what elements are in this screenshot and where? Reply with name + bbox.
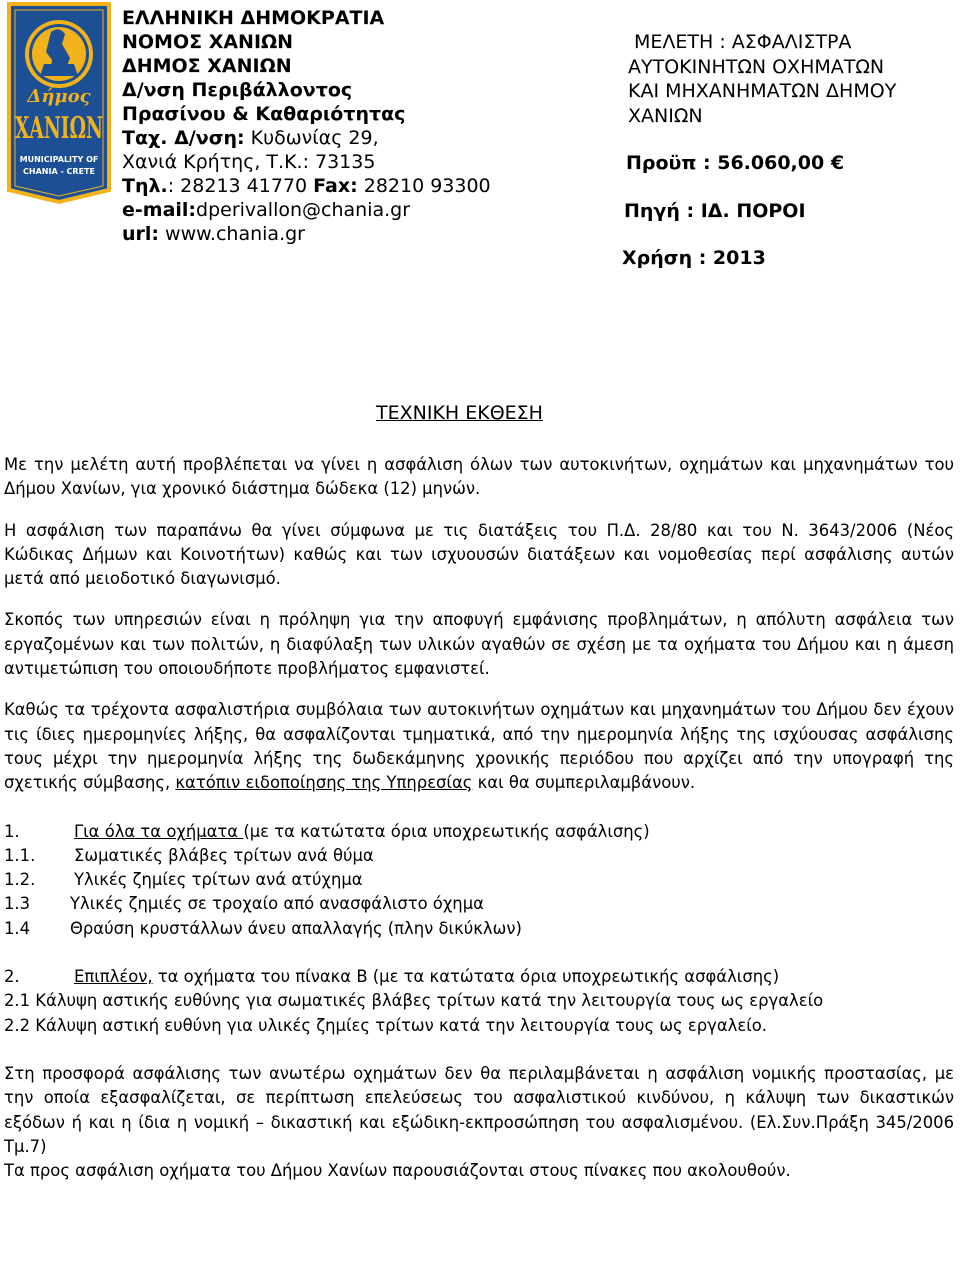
fiscal-year: Χρήση : 2013 [622,247,766,269]
url-link[interactable]: www.chania.gr [159,223,305,245]
postal-address [122,126,491,150]
funding-source: Πηγή : ΙΔ. ΠΟΡΟΙ [624,200,806,222]
list-item-num: 1.3 [4,894,31,914]
paragraph-purpose: Σκοπός των υπηρεσιών είναι η πρόληψη για την αποφυγή εμφάνισης προβλημάτων, η απόλυτη ασφάλεια των εργαζομένων και των πολιτών, η διαφύλαξη των υλικών αγαθών σε σχέση με τα οχήματα του Δήμου και η άμεση αντιμετώπιση του οποιουδήποτε προβλήματος εμφανιστεί. [4,610,954,679]
list2-num: 2. [4,967,20,987]
list-item-text: Θραύση κρυστάλλων άνευ απαλλαγής (πλην δικύκλων) [70,918,522,938]
directorate: Δ/νση Περιβάλλοντος [122,79,353,101]
tel-value: : 28213 41770 [167,175,314,197]
city-line: Χανιά Κρήτης, Τ.Κ.: 73135 [122,151,376,173]
logo-name-top: Δήμος [27,86,91,107]
logo-name-main: ΧΑΝΙΩΝ [15,111,103,146]
list-item [4,844,954,868]
list2-title: Επιπλέον, [74,967,153,987]
republic: ΕΛΛΗΝΙΚΗ ΔΗΜΟΚΡΑΤΙΑ [122,7,385,29]
study-line-1: ΜΕΛΕΤΗ : ΑΣΦΑΛΙΣΤΡΑ [634,31,852,53]
list1-num: 1. [4,821,20,841]
fax-label: Fax: [313,175,358,197]
list2-item-1: 2.1 Κάλυψη αστικής ευθύνης για σωματικές βλάβες τρίτων κατά την λειτουργία τους ως εργαλείο [4,991,824,1011]
list2-item-2: 2.2 Κάλυψη αστική ευθύνη για υλικές ζημίες τρίτων κατά την λειτουργία τους ως εργαλείο. [4,1015,767,1035]
url-line [122,222,491,246]
logo-sub1: MUNICIPALITY OF [19,155,99,164]
prefecture: ΝΟΜΟΣ ΧΑΝΙΩΝ [122,31,294,53]
document-title: ΤΕΧΝΙΚΗ ΕΚΘΕΣΗ [376,402,543,424]
list1-heading [4,820,954,844]
department: Πρασίνου & Καθαριότητας [122,103,406,125]
paragraph-legal: Η ασφάλιση των παραπάνω θα γίνει σύμφωνα με τις διατάξεις του Π.Δ. 28/80 και του Ν. 3643/2006 (Νέος Κώδικας Δήμων και Κοινοτήτων) καθώς και των ισχυουσών διατάξεων και νομοθεσίας περί ασφάλισης αυτών μετά από μειοδοτικό διαγωνισμό. [4,520,954,589]
phone-fax [122,174,491,198]
fax-value: 28210 93300 [357,175,491,197]
list2-rest: τα οχήματα του πίνακα Β (με τα κατώτατα όρια υποχρεωτικής ασφάλισης) [152,967,780,987]
contracts-text: Καθώς τα τρέχοντα ασφαλιστήρια συμβόλαια των αυτοκινήτων οχημάτων και μηχανημάτων του Δήμου δεν έχουν τις ίδιες ημερομηνίες λήξης, θα ασφαλίζονται τμηματικά, από την ημερομηνία λήξης της ισχύουσας ασφάλισης τους μέχρι την ημερομηνία λήξης της δωδεκάμηνης χρονικής περιόδου που αρχίζει από την υπογραφή της σχετικής σύμβασης, [4,700,954,793]
paragraph-tables-note: Τα προς ασφάλιση οχήματα του Δήμου Χανίων παρουσιάζονται στους πίνακες που ακολουθούν. [4,1161,791,1181]
email-link[interactable]: dperivallon@chania.gr [196,199,411,221]
address-label: Ταχ. Δ/νση: [122,127,245,149]
list2-heading [4,965,954,989]
list-item [4,892,954,916]
paragraph-contracts [4,698,954,795]
header-left [122,6,491,246]
study-line-4: ΧΑΝΙΩΝ [628,104,703,127]
budget: Προϋπ : 56.060,00 € [626,152,845,174]
list-item-text: Υλικές ζημίες τρίτων ανά ατύχημα [74,870,363,890]
url-label: url: [122,223,160,245]
list-item-num: 1.1. [4,845,36,865]
study-line-2: ΑΥΤΟΚΙΝΗΤΩΝ ΟΧΗΜΑΤΩΝ [628,55,885,78]
list1-title: Για όλα τα οχήματα [74,821,244,841]
list-item-num: 1.4 [4,918,31,938]
paragraph-legal-protection: Στη προσφορά ασφάλισης των ανωτέρω οχημάτων δεν θα περιλαμβάνεται η ασφάλιση νομικής προστασίας, με την οποία εξασφαλίζεται, σε περίπτωση επελεύσεως του ασφαλιστικού κινδύνου, η κάλυψη των δικαστικών εξόδων ή και η ίδια η νομική – δικαστική και εξώδικη-εκπροσώπηση του ασφαλισμένου. (Ελ.Συν.Πράξη 345/2006 Τμ.7) [4,1063,954,1156]
list-item-num: 1.2. [4,870,36,890]
list-item-text: Υλικές ζημιές σε τροχαίο από ανασφάλιστο όχημα [70,894,484,914]
email-line [122,198,491,222]
contracts-underlined: κατόπιν ειδοποίησης της Υπηρεσίας [175,773,473,793]
email-label: e-mail: [122,199,197,221]
list-item [4,917,954,941]
list-item [4,868,954,892]
report-body [4,453,954,1183]
address-value: Κυδωνίας 29, [244,127,379,149]
contracts-tail: και θα συμπεριλαμβάνουν. [472,773,696,793]
logo-sub2: CHANIA - CRETE [23,167,95,176]
list1-rest: (με τα κατώτατα όρια υποχρεωτικής ασφάλισης) [243,821,650,841]
study-title [628,30,896,128]
municipality-logo [6,2,112,204]
municipality: ΔΗΜΟΣ ΧΑΝΙΩΝ [122,55,292,77]
tel-label: Τηλ. [122,175,168,197]
paragraph-scope: Με την μελέτη αυτή προβλέπεται να γίνει η ασφάλιση όλων των αυτοκινήτων, οχημάτων και μηχανημάτων του Δήμου Χανίων, για χρονικό διάστημα δώδεκα (12) μηνών. [4,455,954,499]
list-item-text: Σωματικές βλάβες τρίτων ανά θύμα [74,845,374,865]
study-line-3: ΚΑΙ ΜΗΧΑΝΗΜΑΤΩΝ ΔΗΜΟΥ [628,80,897,102]
